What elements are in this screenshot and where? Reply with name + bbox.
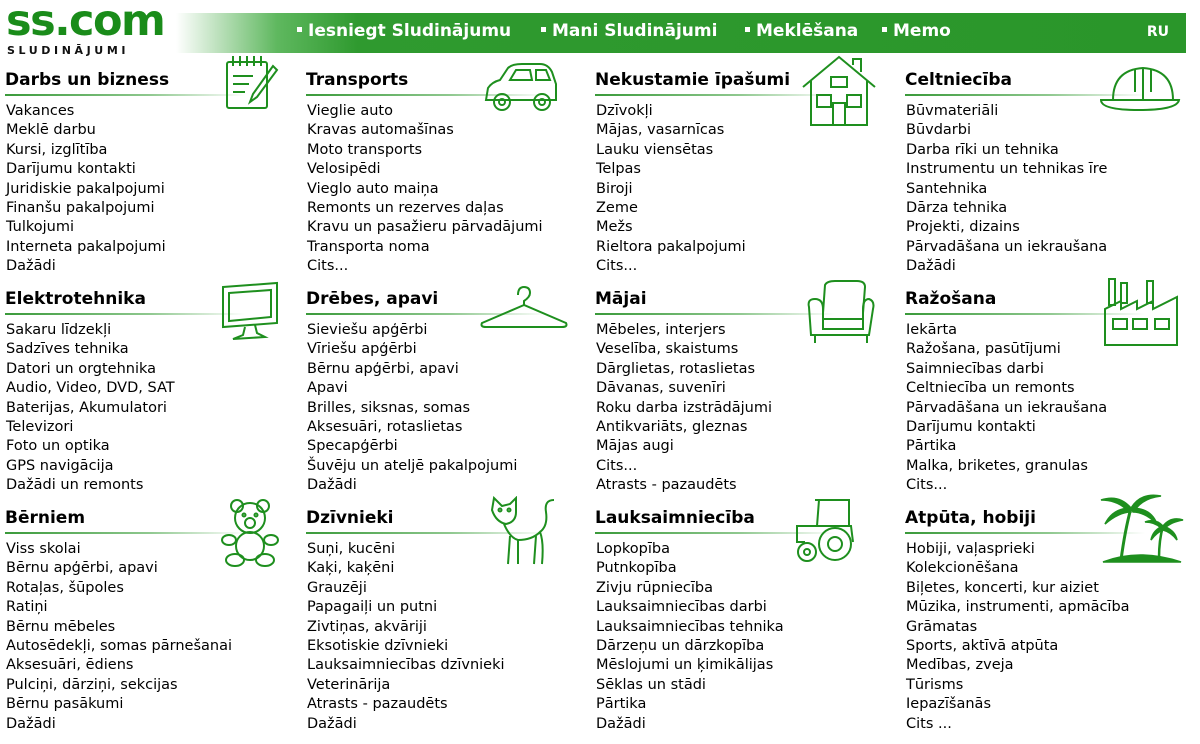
subcategory-list xyxy=(596,102,746,277)
subcategory-link[interactable]: Vīriešu apģērbi xyxy=(307,341,417,358)
nav-my-ads-label: Mani Sludinājumi xyxy=(552,21,718,41)
subcategory-link[interactable]: Projekti, dizains xyxy=(906,219,1020,236)
nav-search[interactable] xyxy=(745,21,858,41)
subcategory-link[interactable]: Meklē darbu xyxy=(6,122,96,139)
nav-submit-ad-label: Iesniegt Sludinājumu xyxy=(308,21,512,41)
subcategory-link[interactable]: Pulciņi, dārziņi, sekcijas xyxy=(6,676,178,693)
subcategory-link[interactable]: Vieglie auto xyxy=(307,103,393,119)
subcategory-link[interactable]: Biļetes, koncerti, kur aiziet xyxy=(906,579,1099,596)
divider xyxy=(595,94,835,96)
subcategory-link[interactable]: Dažādi xyxy=(307,477,357,494)
nav-search-label: Meklēšana xyxy=(756,21,859,41)
divider xyxy=(5,313,245,315)
subcategory-link[interactable]: Sadzīves tehnika xyxy=(6,341,129,358)
subcategory-link[interactable]: Zivtiņas, akvāriji xyxy=(307,618,427,635)
subcategory-list xyxy=(307,321,517,496)
subcategory-link[interactable]: Sakaru līdzekļi xyxy=(6,322,112,338)
subcategory-link[interactable]: Ratiņi xyxy=(6,599,48,616)
subcategory-link[interactable]: Tūrisms xyxy=(906,676,964,693)
subcategory-link[interactable]: Datori un orgtehnika xyxy=(6,360,157,377)
subcategory-link[interactable]: Mūzika, instrumenti, apmācība xyxy=(906,599,1130,616)
subcategory-link[interactable]: Mājas, vasarnīcas xyxy=(596,122,725,139)
site-logo[interactable] xyxy=(4,0,174,58)
subcategory-link[interactable]: Dažādi xyxy=(6,715,56,732)
subcategory-link[interactable]: Cits... xyxy=(307,258,349,275)
top-navigation-bar xyxy=(176,13,1186,53)
subcategory-link[interactable]: Lopkopība xyxy=(596,541,670,557)
subcategory-link[interactable]: Baterijas, Akumulatori xyxy=(6,399,167,416)
category-title[interactable]: Bērniem xyxy=(5,508,86,528)
subcategory-link[interactable]: Finanšu pakalpojumi xyxy=(6,199,155,216)
nav-memo-label: Memo xyxy=(893,21,951,41)
subcategory-link[interactable]: Rieltora pakalpojumi xyxy=(596,238,746,255)
subcategory-link[interactable]: Cits... xyxy=(596,258,638,275)
subcategory-link[interactable]: Aksesuāri, rotaslietas xyxy=(307,418,463,435)
subcategory-link[interactable]: Interneta pakalpojumi xyxy=(6,238,166,255)
divider xyxy=(5,532,245,534)
subcategory-link[interactable]: Dažādi xyxy=(6,258,56,275)
subcategory-link[interactable]: Lauksaimniecības tehnika xyxy=(596,618,784,635)
subcategory-link[interactable]: Kaķi, kaķēni xyxy=(307,560,395,577)
nav-submit-ad[interactable] xyxy=(297,21,511,41)
subcategory-link[interactable]: Bērnu mēbeles xyxy=(6,618,116,635)
subcategory-link[interactable]: Pārvadāšana un iekraušana xyxy=(906,399,1108,416)
category-title[interactable]: Dzīvnieki xyxy=(306,508,394,528)
category-title[interactable]: Drēbes, apavi xyxy=(306,289,439,309)
bullet-icon xyxy=(297,27,302,32)
subcategory-link[interactable]: Foto un optika xyxy=(6,438,110,455)
subcategory-link[interactable]: Aksesuāri, ēdiens xyxy=(6,657,134,674)
subcategory-link[interactable]: Būvdarbi xyxy=(906,122,972,139)
subcategory-link[interactable]: Grāmatas xyxy=(906,618,978,635)
notepad-pencil-icon xyxy=(223,52,279,112)
subcategory-link[interactable]: Celtniecība un remonts xyxy=(906,380,1075,397)
subcategory-list xyxy=(596,540,784,734)
subcategory-link[interactable]: Dārglietas, rotaslietas xyxy=(596,360,756,377)
divider xyxy=(5,94,245,96)
subcategory-link[interactable]: Šuvēju un ateljē pakalpojumi xyxy=(307,457,518,474)
subcategory-link[interactable]: Darījumu kontakti xyxy=(906,418,1036,435)
subcategory-link[interactable]: Antikvariāts, gleznas xyxy=(596,418,748,435)
subcategory-link[interactable]: Vieglo auto maiņa xyxy=(307,180,439,197)
category-title[interactable]: Transports xyxy=(306,70,409,90)
subcategory-link[interactable]: Tulkojumi xyxy=(6,219,74,236)
subcategory-link[interactable]: Dažādi xyxy=(596,715,646,732)
subcategory-link[interactable]: Lauksaimniecības darbi xyxy=(596,599,767,616)
subcategory-list xyxy=(6,321,175,496)
subcategory-link[interactable]: Ražošana, pasūtījumi xyxy=(906,341,1061,358)
subcategory-link[interactable]: Zivju rūpniecība xyxy=(596,579,713,596)
subcategory-link[interactable]: Grauzēji xyxy=(307,579,367,596)
subcategory-link[interactable]: Saimniecības darbi xyxy=(906,360,1044,377)
subcategory-link[interactable]: Velosipēdi xyxy=(307,161,381,178)
bullet-icon xyxy=(745,27,750,32)
category-title[interactable]: Celtniecība xyxy=(905,70,1012,90)
subcategory-link[interactable]: Pārtika xyxy=(596,696,647,713)
subcategory-link[interactable]: Rotaļas, šūpoles xyxy=(6,579,124,596)
subcategory-list xyxy=(906,102,1107,277)
subcategory-link[interactable]: Apavi xyxy=(307,380,348,397)
subcategory-link[interactable]: Suņi, kucēni xyxy=(307,541,396,557)
subcategory-link[interactable]: Dārza tehnika xyxy=(906,199,1008,216)
subcategory-link[interactable]: Cits... xyxy=(596,457,638,474)
subcategory-link[interactable]: Iekārta xyxy=(906,322,958,338)
subcategory-link[interactable]: Instrumentu un tehnikas īre xyxy=(906,161,1108,178)
subcategory-link[interactable]: Brilles, siksnas, somas xyxy=(307,399,471,416)
subcategory-link[interactable]: Kravu un pasažieru pārvadājumi xyxy=(307,219,543,236)
category-title[interactable]: Ražošana xyxy=(905,289,997,309)
category-title[interactable]: Darbs un bizness xyxy=(5,70,170,90)
tractor-icon xyxy=(795,496,857,562)
subcategory-link[interactable]: Vakances xyxy=(6,103,75,119)
subcategory-link[interactable]: Roku darba izstrādājumi xyxy=(596,399,772,416)
subcategory-link[interactable]: Dārzeņu un dārzkopība xyxy=(596,637,765,654)
subcategory-link[interactable]: Juridiskie pakalpojumi xyxy=(6,180,165,197)
subcategory-link[interactable]: Specapģērbi xyxy=(307,438,398,455)
nav-my-ads[interactable] xyxy=(541,21,717,41)
subcategory-link[interactable]: Dažādi xyxy=(906,258,956,275)
language-switch-ru[interactable]: RU xyxy=(1146,24,1169,40)
subcategory-list xyxy=(307,102,543,277)
subcategory-link[interactable]: Kolekcionēšana xyxy=(906,560,1019,577)
subcategory-link[interactable]: Televizori xyxy=(6,418,74,435)
subcategory-link[interactable]: Dāvanas, suvenīri xyxy=(596,380,726,397)
subcategory-link[interactable]: Mēbeles, interjers xyxy=(596,322,726,338)
subcategory-link[interactable]: Sports, aktīvā atpūta xyxy=(906,637,1059,654)
subcategory-list xyxy=(906,540,1130,734)
subcategory-link[interactable]: Transporta noma xyxy=(307,238,430,255)
logo-text: ss.com xyxy=(6,0,165,46)
category-title[interactable]: Mājai xyxy=(595,289,647,309)
subcategory-link[interactable]: Darba rīki un tehnika xyxy=(906,141,1059,158)
category-title[interactable]: Nekustamie īpašumi xyxy=(595,70,791,90)
house-icon xyxy=(801,55,877,127)
subcategory-link[interactable]: Pārvadāšana un iekraušana xyxy=(906,238,1108,255)
subcategory-link[interactable]: Cits ... xyxy=(906,715,952,732)
bullet-icon xyxy=(541,27,546,32)
logo-subtitle: SLUDINĀJUMI xyxy=(7,44,130,57)
subcategory-link[interactable]: Mēslojumi un ķimikālijas xyxy=(596,657,774,674)
category-title[interactable]: Elektrotehnika xyxy=(5,289,146,309)
nav-memo[interactable] xyxy=(882,21,951,41)
subcategory-link[interactable]: Putnkopība xyxy=(596,560,677,577)
subcategory-link[interactable]: Malka, briketes, granulas xyxy=(906,457,1088,474)
subcategory-link[interactable]: Iepazīšanās xyxy=(906,696,991,713)
subcategory-link[interactable]: Audio, Video, DVD, SAT xyxy=(6,380,175,397)
subcategory-link[interactable]: Telpas xyxy=(596,161,641,178)
subcategory-link[interactable]: Darījumu kontakti xyxy=(6,161,136,178)
subcategory-list xyxy=(6,540,232,734)
subcategory-link[interactable]: Dažādi un remonts xyxy=(6,477,144,494)
subcategory-link[interactable]: Moto transports xyxy=(307,141,423,158)
subcategory-link[interactable]: Autosēdekļi, somas pārnešanai xyxy=(6,637,232,654)
subcategory-link[interactable]: Zeme xyxy=(596,199,638,216)
subcategory-link[interactable]: Veselība, skaistums xyxy=(596,341,739,358)
subcategory-link[interactable]: Atrasts - pazaudēts xyxy=(307,696,448,713)
subcategory-link[interactable]: Dzīvokļi xyxy=(596,103,653,119)
subcategory-link[interactable]: Cits... xyxy=(906,477,948,494)
subcategory-link[interactable]: Lauku viensētas xyxy=(596,141,714,158)
subcategory-link[interactable]: Mežs xyxy=(596,219,633,236)
armchair-icon xyxy=(805,279,875,345)
factory-icon xyxy=(1101,275,1181,347)
subcategory-link[interactable]: Sieviešu apģērbi xyxy=(307,322,428,338)
subcategory-link[interactable]: Medības, zveja xyxy=(906,657,1014,674)
subcategory-link[interactable]: Biroji xyxy=(596,180,633,197)
subcategory-link[interactable]: Bērnu apģērbi, apavi xyxy=(307,360,459,377)
subcategory-link[interactable]: Bērnu pasākumi xyxy=(6,696,124,713)
subcategory-link[interactable]: Bērnu apģērbi, apavi xyxy=(6,560,158,577)
subcategory-link[interactable]: GPS navigācija xyxy=(6,457,114,474)
subcategory-link[interactable]: Dažādi xyxy=(307,715,357,732)
subcategory-link[interactable]: Papagaiļi un putni xyxy=(307,599,438,616)
category-title[interactable]: Atpūta, hobiji xyxy=(905,508,1036,528)
subcategory-link[interactable]: Kursi, izglītība xyxy=(6,141,108,158)
category-title[interactable]: Lauksaimniecība xyxy=(595,508,755,528)
subcategory-link[interactable]: Santehnika xyxy=(906,180,988,197)
subcategory-list xyxy=(6,102,166,277)
subcategory-link[interactable]: Pārtika xyxy=(906,438,957,455)
divider xyxy=(595,313,835,315)
subcategory-link[interactable]: Veterinārija xyxy=(307,676,391,693)
hard-hat-icon xyxy=(1099,62,1181,118)
subcategory-link[interactable]: Lauksaimniecības dzīvnieki xyxy=(307,657,505,674)
subcategory-link[interactable]: Būvmateriāli xyxy=(906,103,999,119)
subcategory-list xyxy=(596,321,772,496)
subcategory-link[interactable]: Atrasts - pazaudēts xyxy=(596,477,737,494)
monitor-icon xyxy=(215,281,281,343)
subcategory-link[interactable]: Kravas automašīnas xyxy=(307,122,454,139)
subcategory-link[interactable]: Viss skolai xyxy=(6,541,81,557)
subcategory-link[interactable]: Remonts un rezerves daļas xyxy=(307,199,504,216)
subcategory-link[interactable]: Mājas augi xyxy=(596,438,674,455)
subcategory-link[interactable]: Hobiji, vaļasprieki xyxy=(906,541,1035,557)
subcategory-link[interactable]: Sēklas un stādi xyxy=(596,676,706,693)
subcategory-list xyxy=(906,321,1107,496)
subcategory-list xyxy=(307,540,505,734)
bullet-icon xyxy=(882,27,887,32)
subcategory-link[interactable]: Eksotiskie dzīvnieki xyxy=(307,637,449,654)
